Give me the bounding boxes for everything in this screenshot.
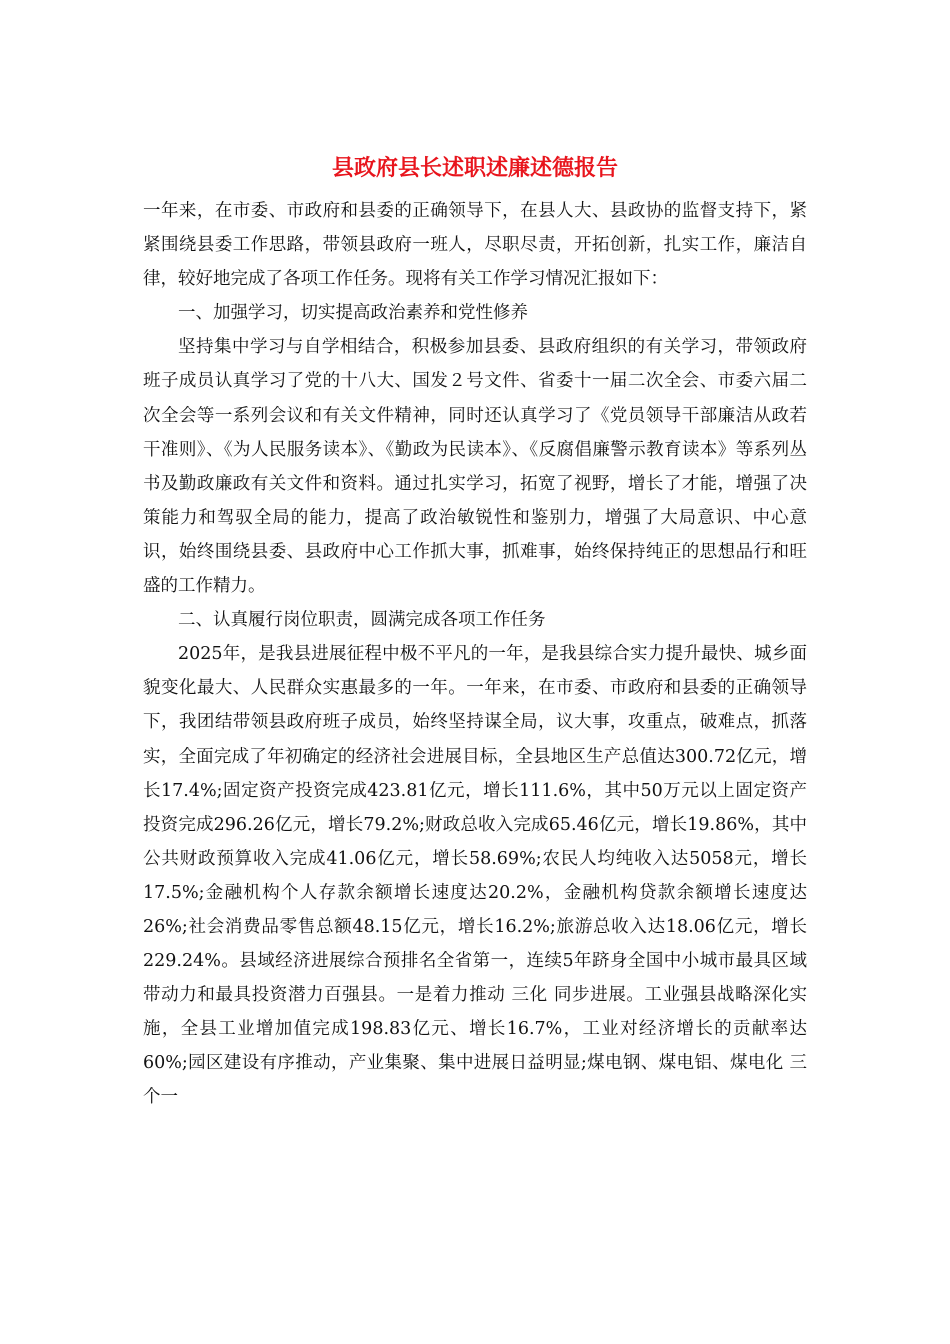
section-heading-2: 二、认真履行岗位职责，圆满完成各项工作任务 [178,610,546,631]
section-paragraph-1: 坚持集中学习与自学相结合，积极参加县委、县政府组织的有关学习，带领政府班子成员认真学习了党的十八大、国发２号文件、省委十一届二次全会、市委六届二次全会等一系列会议和有关文件精神，同时还认真学习了《党员领导干部廉洁从政若干准则》、《为人民服务读本》、《勤政为民读本》、《反腐倡廉警示教育读本》等系列丛书及勤政廉政有关文件和资料。通过扎实学习，拓宽了视野，增长了才能，增强了决策能力和驾驭全局的能力，提高了政治敏锐性和鉴别力，增强了大局意识、中心意识，始终围绕县委、县政府中心工作抓大事，抓难事，始终保持纯正的思想品行和旺盛的工作精力。 [143,337,807,597]
document-body [143,194,807,1115]
section-heading-1: 一、加强学习，切实提高政治素养和党性修养 [178,303,528,324]
document-title: 县政府县长述职述廉述德报告 [331,155,618,181]
section-paragraph-2: 2025年，是我县进展征程中极不平凡的一年，是我县综合实力提升最快、城乡面貌变化最大、人民群众实惠最多的一年。一年来，在市委、市政府和县委的正确领导下，我团结带领县政府班子成员，始终坚持谋全局，议大事，攻重点，破难点，抓落实，全面完成了年初确定的经济社会进展目标，全县地区生产总值达300.72亿元，增长17.4%;固定资产投资完成423.81亿元，增长111.6%，其中50万元以上固定资产投资完成296.26亿元，增长79.2%;财政总收入完成65.46亿元，增长19.86%，其中公共财政预算收入完成41.06亿元，增长58.69%;农民人均纯收入达5058元，增长17.5%;金融机构个人存款余额增长速度达20.2%，金融机构贷款余额增长速度达26%;社会消费品零售总额48.15亿元，增长16.2%;旅游总收入达18.06亿元，增长229.24%。县域经济进展综合预排名全省第一，连续5年跻身全国中小城市最具区域带动力和最具投资潜力百强县。一是着力推动 三化 同步进展。工业强县战略深化实施，全县工业增加值完成198.83亿元、增长16.7%，工业对经济增长的贡献率达60%;园区建设有序推动，产业集聚、集中进展日益明显;煤电钢、煤电铝、煤电化 三个一 [143,644,807,1108]
intro-paragraph: 一年来，在市委、市政府和县委的正确领导下，在县人大、县政协的监督支持下，紧紧围绕县委工作思路，带领县政府一班人，尽职尽责，开拓创新，扎实工作，廉洁自律，较好地完成了各项工作任务。现将有关工作学习情况汇报如下： [143,201,807,290]
